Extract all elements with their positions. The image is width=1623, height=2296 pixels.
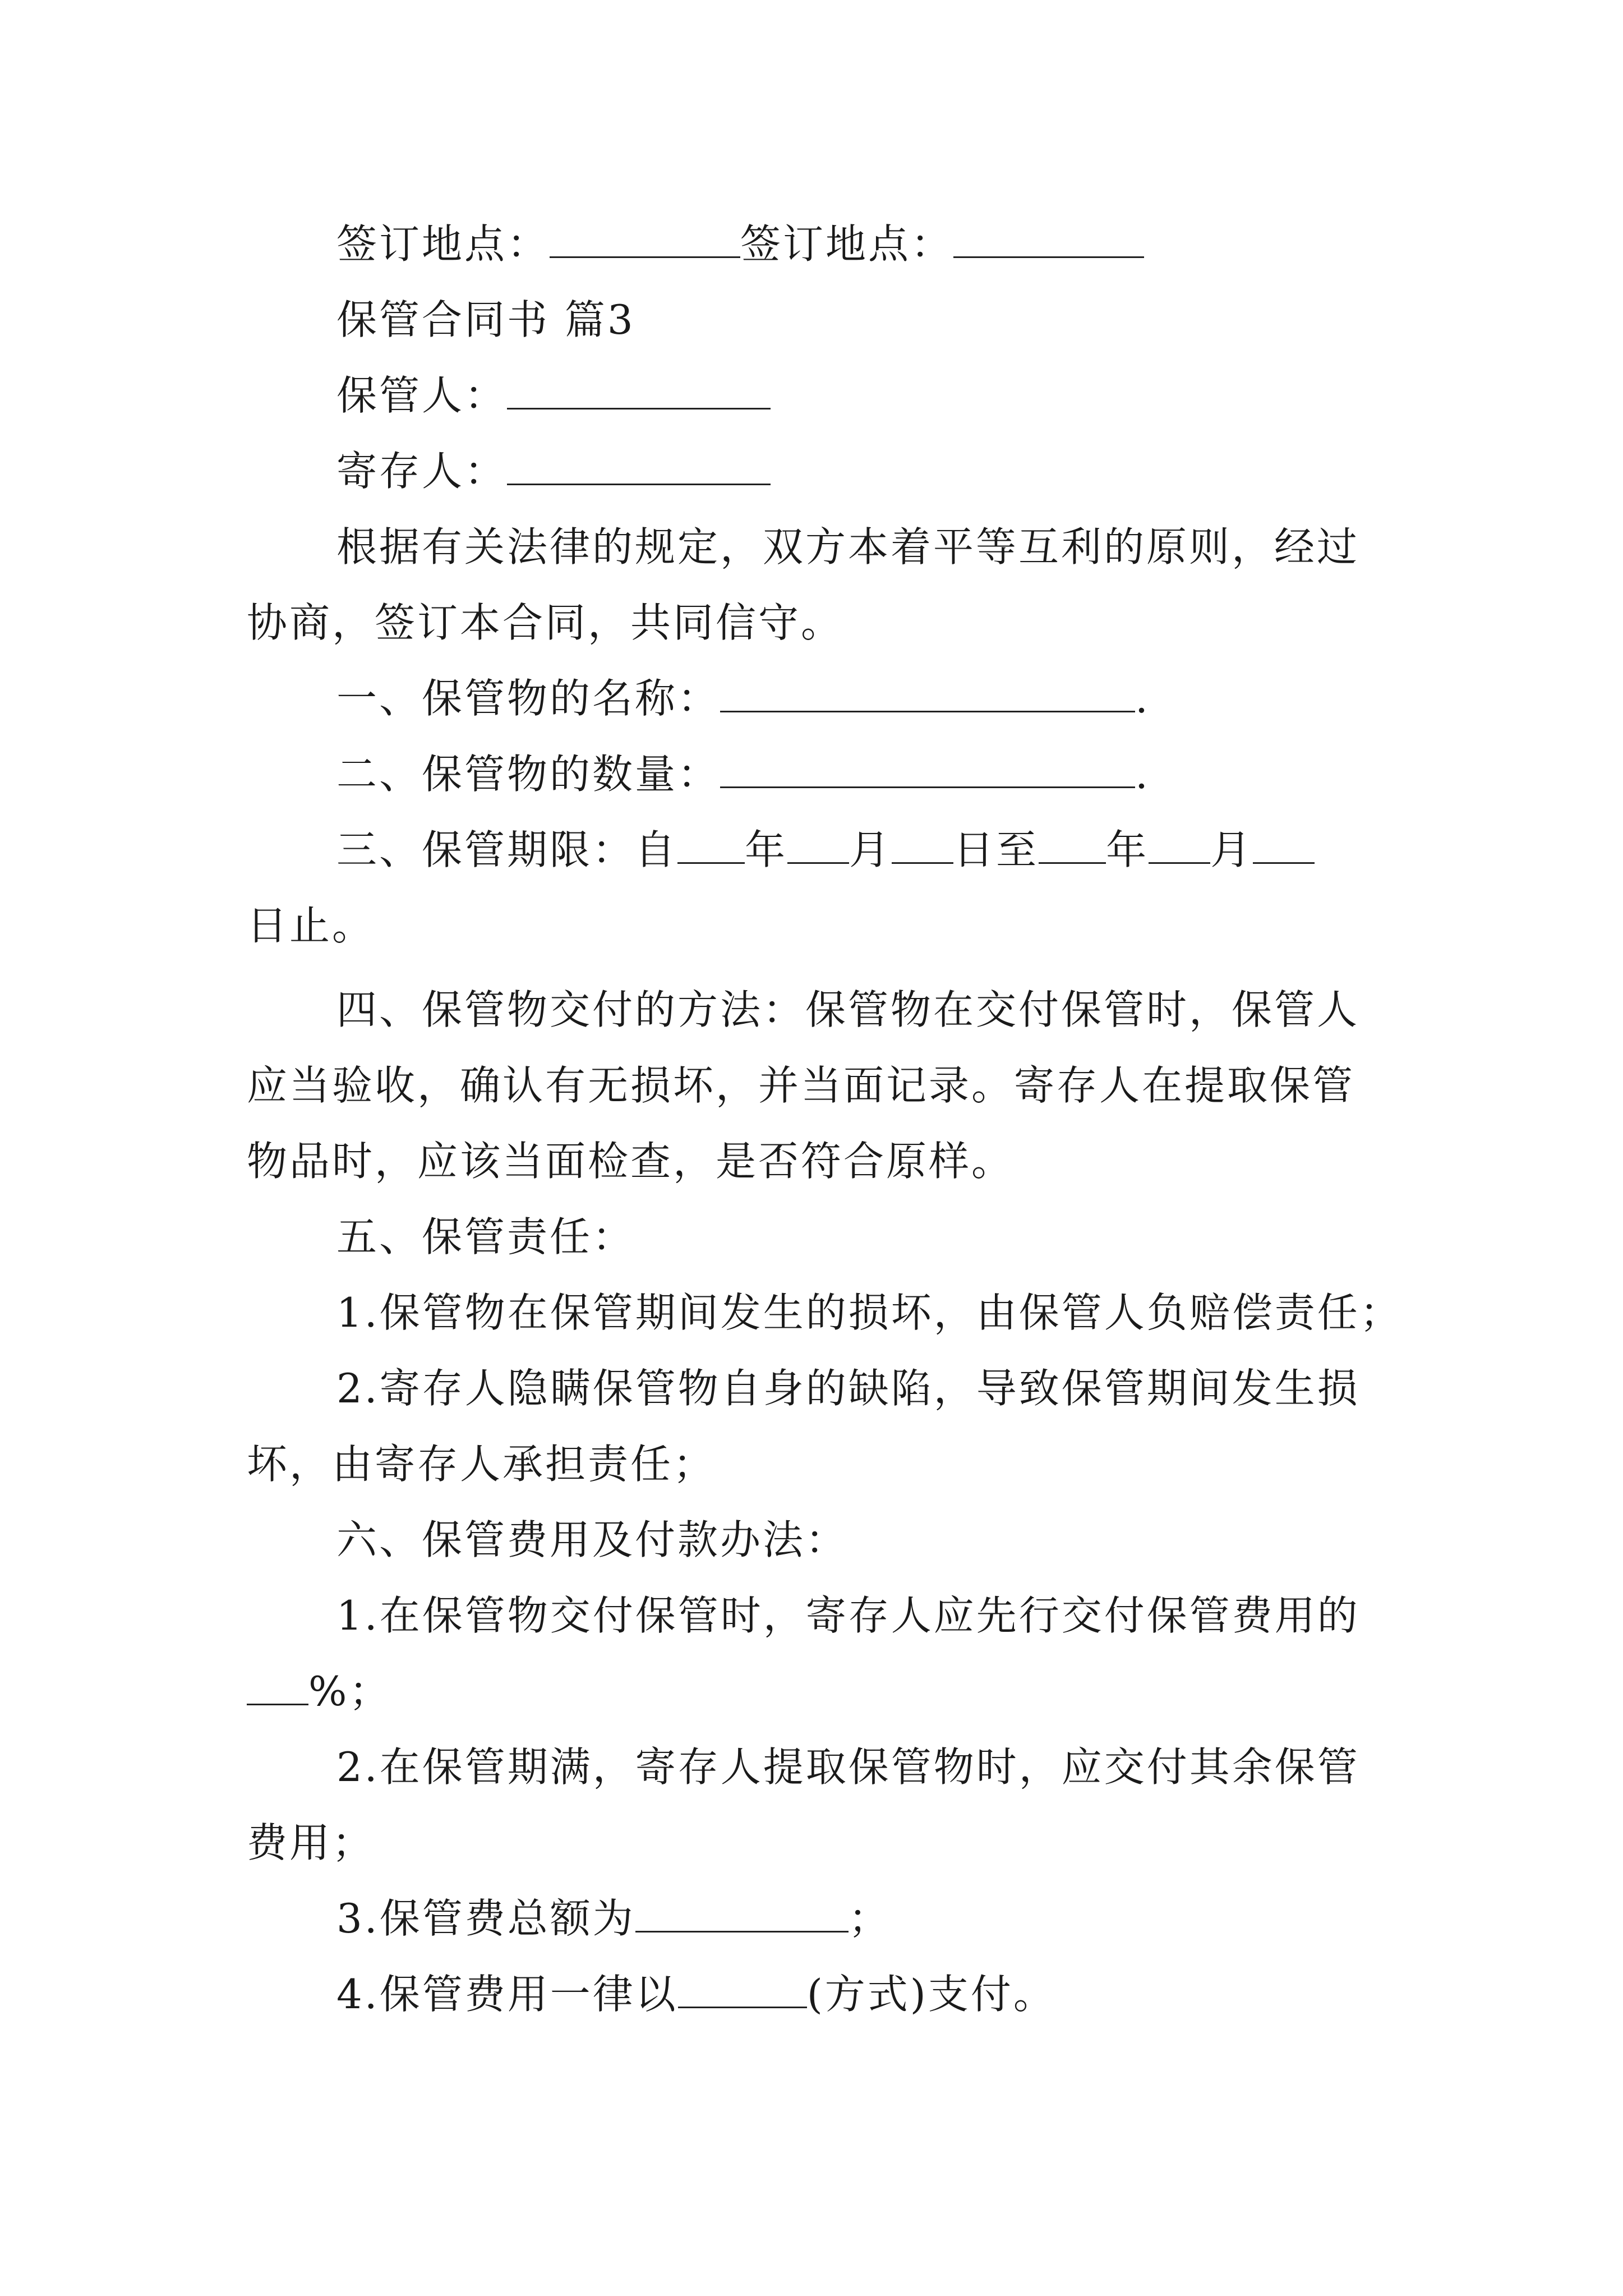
depositor-line [336, 443, 1481, 499]
fee-3-line [336, 1890, 1481, 1947]
start-month-blank [787, 823, 849, 864]
item-name-line [336, 670, 1481, 726]
day-to-label: 日至 [953, 826, 1039, 873]
item-name-label: 一、保管物的名称： [336, 675, 721, 722]
delivery-line-2: 应当验收，确认有无损坏，并当面记录。寄存人在提取保管 [247, 1062, 1355, 1109]
depositor-label: 寄存人： [336, 448, 508, 495]
start-day-blank [892, 823, 953, 864]
end-month-blank [1149, 823, 1210, 864]
item-name-blank [720, 671, 1135, 712]
fee-total-end: ； [848, 1895, 891, 1942]
period-end-line: 日止。 [247, 902, 375, 949]
fee-title: 六、保管费用及付款办法： [336, 1516, 849, 1563]
end-year-blank [1039, 823, 1106, 864]
fee-method-end: (方式)支付。 [806, 1971, 1056, 2018]
depositor-blank [507, 444, 771, 485]
fee-1a: 1.在保管物交付保管时，寄存人应先行交付保管费用的 [336, 1592, 1360, 1639]
custodian-blank [507, 369, 771, 409]
month-label-2: 月 [1210, 826, 1253, 873]
delivery-line-3: 物品时，应该当面检查，是否符合原样。 [247, 1138, 1015, 1185]
fee-total-blank [635, 1892, 849, 1932]
sign-place-label-1: 签订地点： [336, 220, 550, 268]
responsibility-2b: 坏，由寄存人承担责任； [247, 1441, 716, 1488]
end-day-blank [1253, 823, 1315, 864]
fee-percent-label: %； [308, 1668, 392, 1715]
period-label: 三、保管期限：自 [336, 826, 678, 873]
custodian-line [336, 367, 1481, 424]
fee-total-label: 3.保管费总额为 [336, 1895, 635, 1942]
fee-1b-line [247, 1663, 1391, 1719]
fee-2b: 费用； [247, 1819, 375, 1866]
fee-2a: 2.在保管期满，寄存人提取保管物时，应交付其余保管 [336, 1743, 1360, 1791]
month-label-1: 月 [849, 826, 892, 873]
responsibility-title: 五、保管责任： [336, 1213, 635, 1260]
sign-place-blank-1 [550, 217, 740, 258]
custodian-label: 保管人： [336, 372, 508, 419]
fee-method-blank [678, 1967, 807, 2008]
sign-place-label-2: 签订地点： [740, 220, 954, 268]
year-label-1: 年 [745, 826, 788, 873]
fee-4-line [336, 1966, 1481, 2022]
start-year-blank [677, 823, 745, 864]
fee-percent-blank [247, 1664, 308, 1705]
fee-method-label: 4.保管费用一律以 [336, 1971, 678, 2018]
section-title: 保管合同书 篇3 [336, 296, 635, 343]
sign-place-blank-2 [953, 217, 1144, 258]
item-name-dot: . [1135, 675, 1150, 722]
intro-line-2: 协商，签订本合同，共同信守。 [247, 599, 844, 646]
item-quantity-blank [720, 747, 1135, 788]
intro-line-1: 根据有关法律的规定，双方本着平等互利的原则，经过 [336, 523, 1360, 570]
period-line [336, 822, 1481, 878]
responsibility-2a: 2.寄存人隐瞒保管物自身的缺陷，导致保管期间发生损 [336, 1365, 1360, 1412]
item-quantity-label: 二、保管物的数量： [336, 751, 721, 798]
responsibility-1: 1.保管物在保管期间发生的损坏，由保管人负赔偿责任； [336, 1289, 1403, 1336]
sign-place-line [336, 216, 1481, 272]
delivery-line-1: 四、保管物交付的方法：保管物在交付保管时，保管人 [336, 986, 1360, 1033]
year-label-2: 年 [1106, 826, 1149, 873]
item-quantity-line [336, 746, 1481, 802]
item-quantity-dot: . [1135, 751, 1150, 798]
